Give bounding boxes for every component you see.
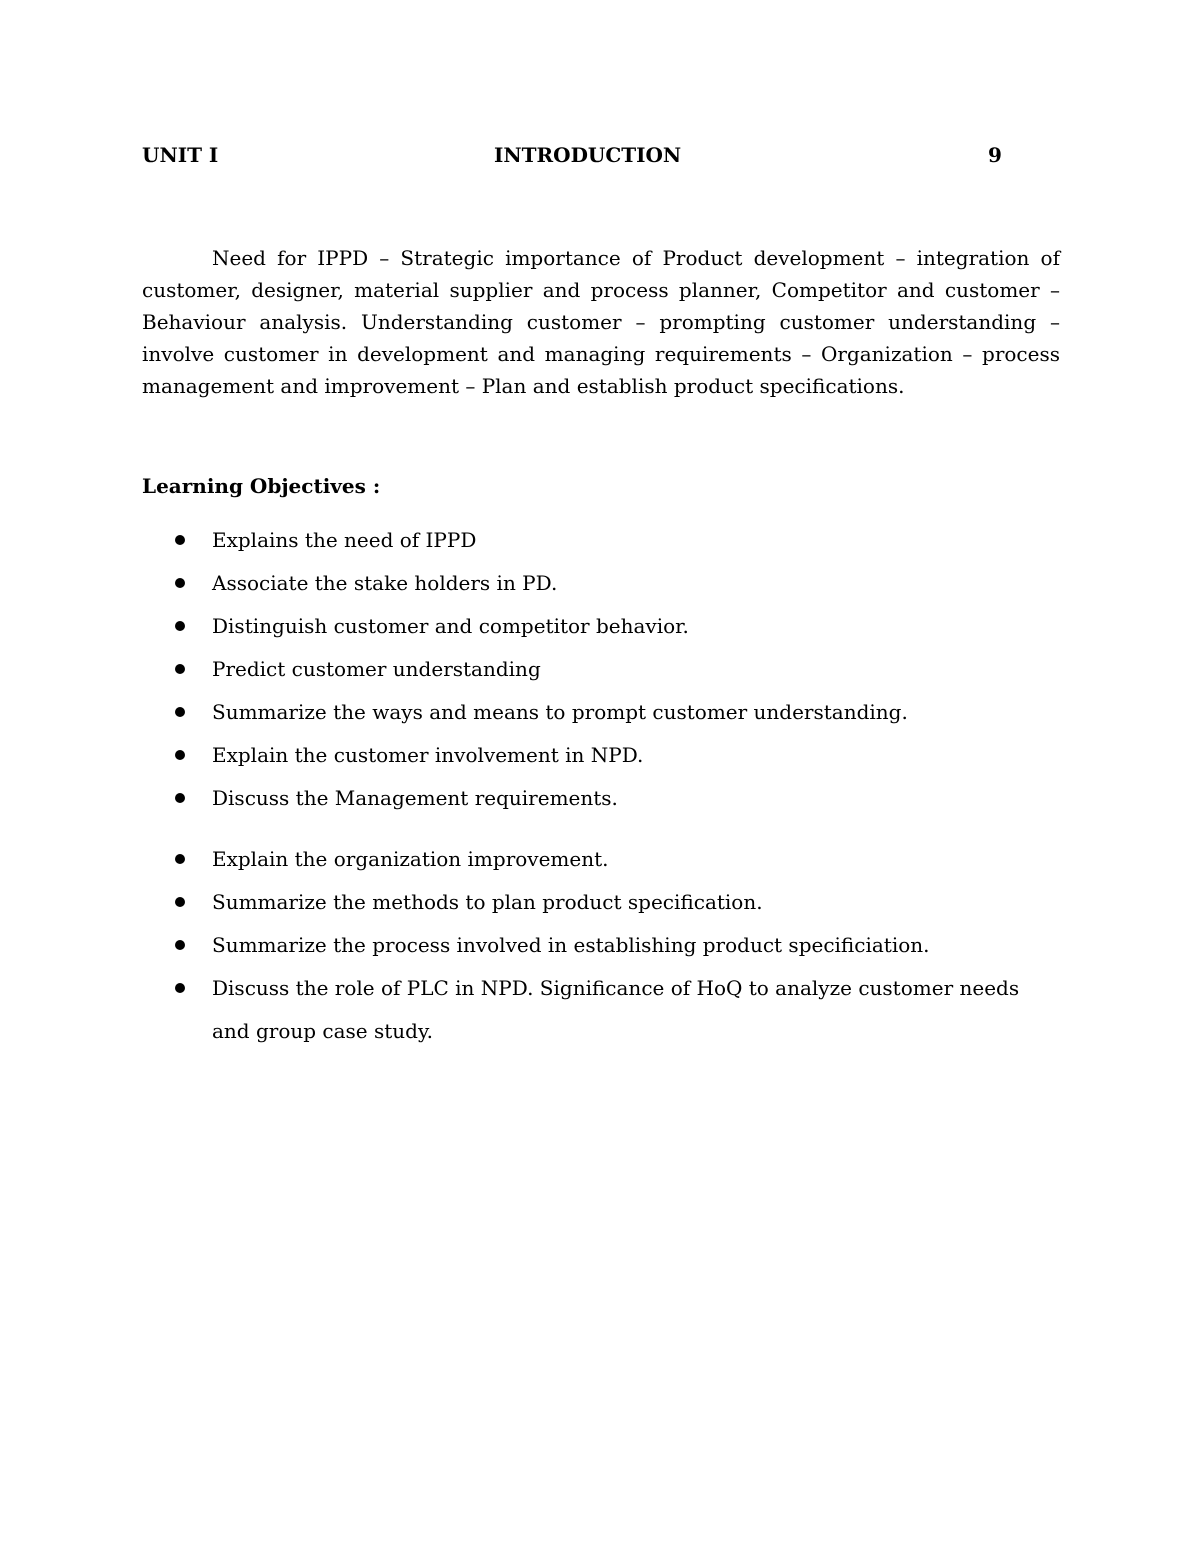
bullet-icon bbox=[175, 750, 185, 760]
objectives-list-second bbox=[142, 838, 1060, 1053]
objective-item bbox=[142, 881, 1060, 924]
objective-item bbox=[142, 519, 1060, 562]
bullet-icon bbox=[175, 621, 185, 631]
objective-item bbox=[142, 691, 1060, 734]
unit-number: UNIT I bbox=[142, 143, 219, 167]
objective-text: Explain the customer involvement in NPD. bbox=[212, 743, 644, 767]
objective-text: Discuss the Management requirements. bbox=[212, 786, 618, 810]
learning-objectives-heading: Learning Objectives : bbox=[142, 474, 381, 498]
unit-hours: 9 bbox=[988, 143, 1002, 167]
objectives-list-first bbox=[142, 519, 1060, 820]
objective-text: Associate the stake holders in PD. bbox=[212, 571, 558, 595]
objective-text: Distinguish customer and competitor behavior. bbox=[212, 614, 689, 638]
bullet-icon bbox=[175, 897, 185, 907]
objective-item bbox=[142, 967, 1060, 1053]
bullet-icon bbox=[175, 664, 185, 674]
objective-item bbox=[142, 838, 1060, 881]
objective-text: Summarize the methods to plan product specification. bbox=[212, 890, 763, 914]
objective-text: Summarize the ways and means to prompt customer understanding. bbox=[212, 700, 908, 724]
objective-item bbox=[142, 648, 1060, 691]
objective-text: Predict customer understanding bbox=[212, 657, 541, 681]
objective-item bbox=[142, 734, 1060, 777]
objective-text: Explains the need of IPPD bbox=[212, 528, 477, 552]
objective-text: Summarize the process involved in establishing product specificiation. bbox=[212, 933, 930, 957]
bullet-icon bbox=[175, 940, 185, 950]
bullet-icon bbox=[175, 854, 185, 864]
bullet-icon bbox=[175, 793, 185, 803]
objective-text: Explain the organization improvement. bbox=[212, 847, 609, 871]
bullet-icon bbox=[175, 707, 185, 717]
syllabus-paragraph: Need for IPPD – Strategic importance of Product development – integration of customer, designer, material supplier and process planner, Competitor and customer – Behaviour analysis. Understanding customer – prompting customer understanding – involve customer in development and managing requirements – Organization – process management and improvement – Plan and establish product specifications. bbox=[142, 246, 1060, 398]
bullet-icon bbox=[175, 578, 185, 588]
objective-item bbox=[142, 562, 1060, 605]
objective-text: Discuss the role of PLC in NPD. Significance of HoQ to analyze customer needs and group case study. bbox=[212, 976, 1020, 1043]
bullet-icon bbox=[175, 535, 185, 545]
bullet-icon bbox=[175, 983, 185, 993]
unit-title: INTRODUCTION bbox=[494, 143, 682, 167]
objective-item bbox=[142, 777, 1060, 820]
unit-header bbox=[142, 143, 1060, 173]
objective-item bbox=[142, 605, 1060, 648]
objective-item bbox=[142, 924, 1060, 967]
